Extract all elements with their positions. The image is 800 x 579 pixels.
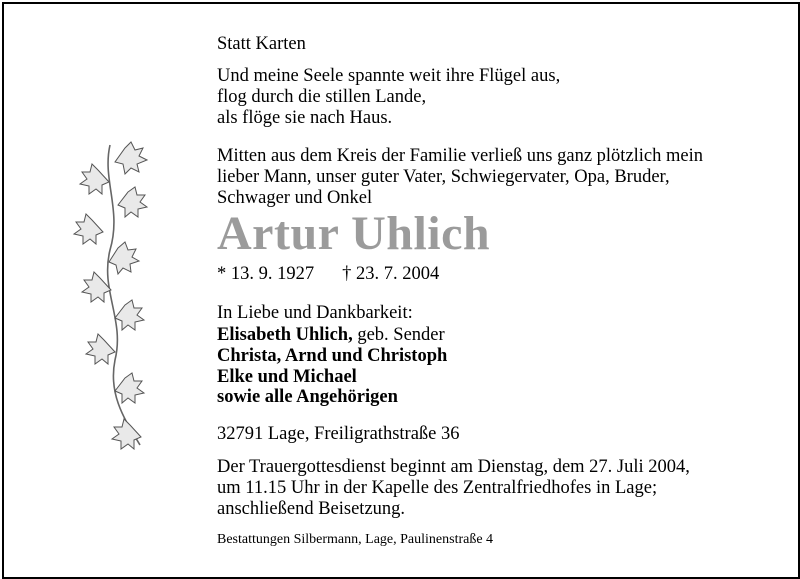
announcement-line: Schwager und Onkel <box>217 187 373 208</box>
ivy-vine-icon <box>70 140 160 450</box>
widow-name: Elisabeth Uhlich, <box>217 325 353 345</box>
service-info <box>217 457 690 519</box>
service-line: um 11.15 Uhr in der Kapelle des Zentralfriedhofes in Lage; <box>217 477 658 498</box>
announcement <box>217 146 703 208</box>
grandchildren-line: Elke und Michael <box>217 366 357 387</box>
life-dates <box>217 263 439 285</box>
poem-line: flog durch die stillen Lande, <box>217 86 427 107</box>
family-list <box>217 325 447 408</box>
death-date: † 23. 7. 2004 <box>342 264 440 284</box>
announcement-line: Mitten aus dem Kreis der Familie verließ uns ganz plötzlich mein <box>217 146 704 166</box>
love-line: In Liebe und Dankbarkeit: <box>217 303 413 323</box>
heading: Statt Karten <box>217 34 306 54</box>
poem <box>217 66 560 128</box>
service-line: Der Trauergottesdienst beginnt am Dienstag, dem 27. Juli 2004, <box>217 457 690 477</box>
birth-date: * 13. 9. 1927 <box>217 264 315 284</box>
widow-line <box>217 325 447 346</box>
deceased-name: Artur Uhlich <box>217 207 491 260</box>
relatives-line: sowie alle Angehörigen <box>217 387 398 408</box>
service-line: anschließend Beisetzung. <box>217 498 406 519</box>
children-line: Christa, Arnd und Christoph <box>217 345 448 366</box>
address: 32791 Lage, Freiligrathstraße 36 <box>217 424 460 444</box>
widow-suffix: geb. Sender <box>352 325 445 345</box>
poem-line: als flöge sie nach Haus. <box>217 107 393 128</box>
announcement-line: lieber Mann, unser guter Vater, Schwiegervater, Opa, Bruder, <box>217 166 670 187</box>
poem-line: Und meine Seele spannte weit ihre Flügel aus, <box>217 66 561 86</box>
undertaker: Bestattungen Silbermann, Lage, Paulinenstraße 4 <box>217 532 494 547</box>
